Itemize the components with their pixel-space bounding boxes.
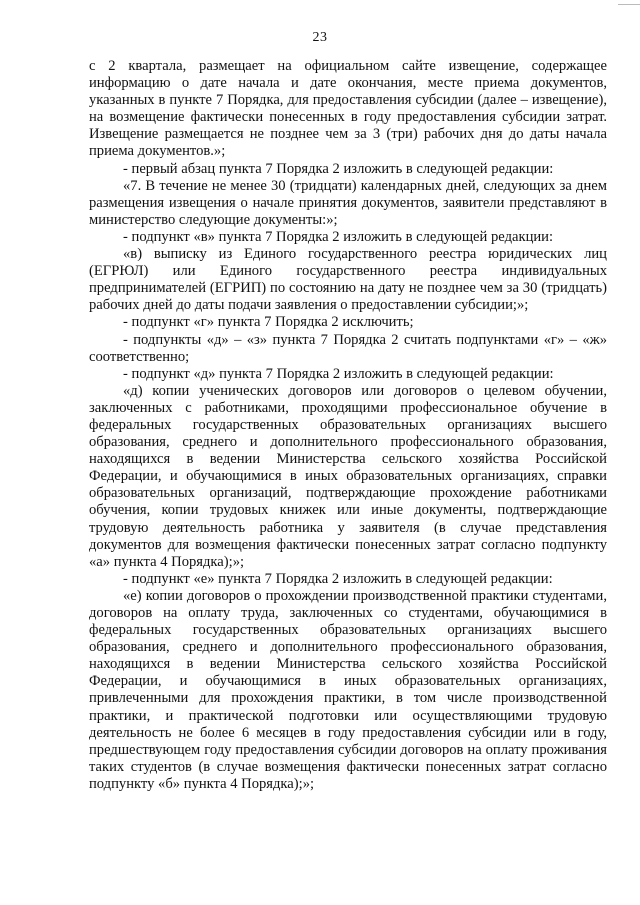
paragraph: - подпункт «д» пункта 7 Порядка 2 изложить в следующей редакции: bbox=[123, 365, 554, 382]
paragraph: - подпункты «д» – «з» пункта 7 Порядка 2 считать подпунктами «г» – «ж» соответственно; bbox=[89, 331, 607, 365]
paragraph: - первый абзац пункта 7 Порядка 2 изложить в следующей редакции: bbox=[123, 160, 554, 177]
paragraph: с 2 квартала, размещает на официальном сайте извещение, содержащее информацию о дате начала и дате окончания, месте приема документов, указанных в пункте 7 Порядка, для предоставления субсидии (далее – извещение), на возмещение фактически понесенных в году предоставления субсидии затрат. Извещение размещается не позднее чем за 3 (три) рабочих дня до даты начала приема документов.»; bbox=[89, 58, 607, 160]
paragraph: «д) копии ученических договоров или договоров о целевом обучении, заключенных с работниками, проходящими профессиональное обучение в федеральных государственных образовательных организациях высшего образования, среднего и дополнительного профессионального образования, находящихся в ведении Министерства сельского хозяйства Российской Федерации, и обучающимися в иных образовательных организациях, справки образовательных организаций, подтверждающие прохождение работниками обучения, копии трудовых книжек или иные документы, подтверждающие трудовую деятельность работника у заявителя (в случае представления документов для возмещения фактически понесенных затрат согласно подпункту «а» пункта 4 Порядка);»; bbox=[89, 382, 607, 570]
paragraph: «7. В течение не менее 30 (тридцати) календарных дней, следующих за днем размещения извещения о начале принятия документов, заявители представляют в министерство следующие документы:»; bbox=[89, 177, 607, 228]
paragraph: «е) копии договоров о прохождении производственной практики студентами, договоров на оплату труда, заключенных со студентами, обучающимися в федеральных государственных образовательных организациях высшего образования, среднего и дополнительного профессионального образования, находящихся в ведении Министерства сельского хозяйства Российской Федерации, и обучающимися в иных образовательных организациях, привлеченными для прохождения практики, в том числе производственной практики, и практической подготовки или осуществляющими трудовую деятельность не более 6 месяцев в году предоставления субсидии или в году, предшествующем году предоставления субсидии договоров на оплату проживания таких студентов (в случае возмещения фактически понесенных затрат согласно подпункту «б» пункта 4 Порядка);»; bbox=[89, 587, 607, 792]
document-body bbox=[89, 58, 607, 793]
paragraph: - подпункт «в» пункта 7 Порядка 2 изложить в следующей редакции: bbox=[123, 228, 554, 245]
paragraph: - подпункт «е» пункта 7 Порядка 2 изложить в следующей редакции: bbox=[123, 570, 553, 587]
page-number: 23 bbox=[312, 30, 328, 45]
paragraph: - подпункт «г» пункта 7 Порядка 2 исключить; bbox=[123, 314, 414, 331]
paragraph: «в) выписку из Единого государственного реестра юридических лиц (ЕГРЮЛ) или Единого государственного реестра индивидуальных предпринимателей (ЕГРИП) по состоянию на дату не позднее чем за 30 (тридцать) рабочих дней до даты подачи заявления о предоставлении субсидии;»; bbox=[89, 246, 607, 314]
page-corner-mark bbox=[618, 0, 640, 5]
